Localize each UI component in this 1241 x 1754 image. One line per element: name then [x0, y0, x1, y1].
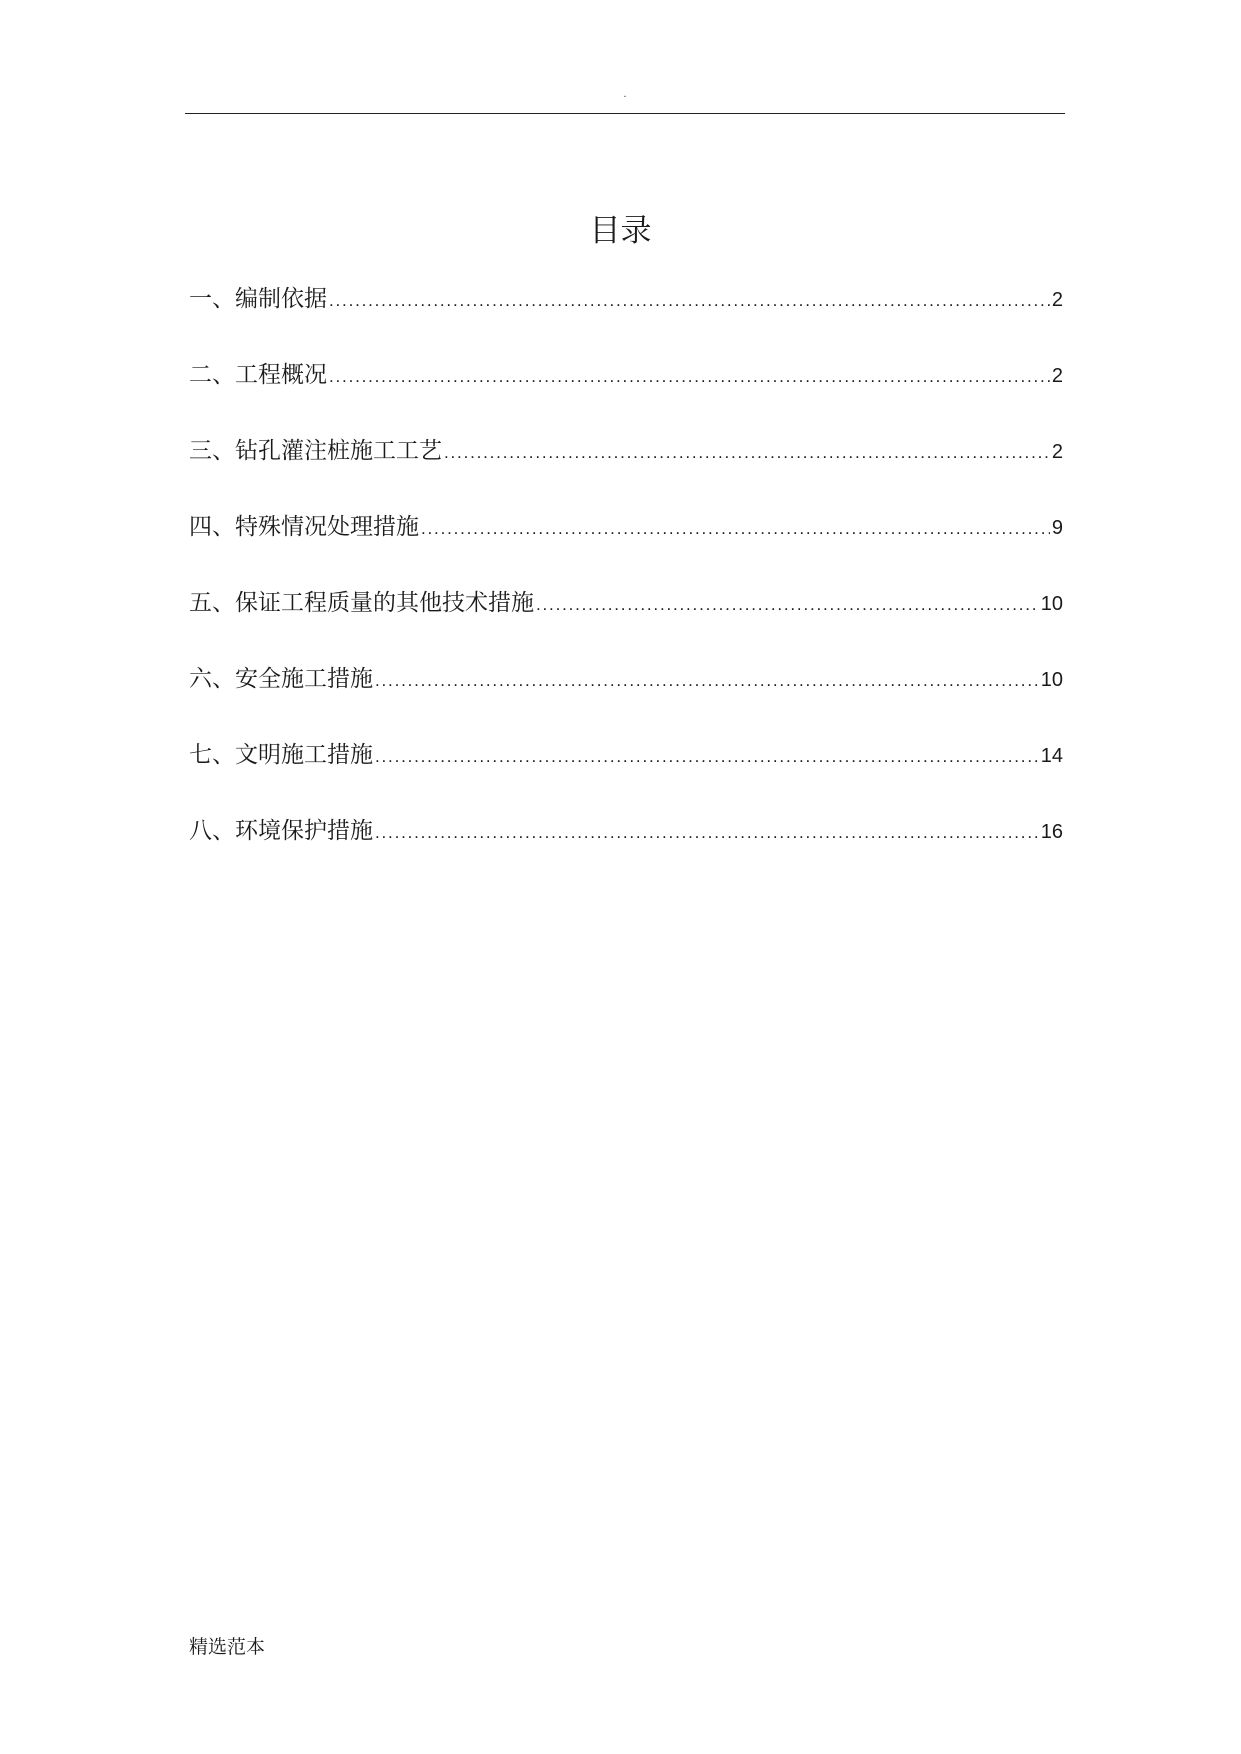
- toc-entry[interactable]: [189, 358, 1063, 434]
- toc-leader-dots: [536, 588, 1039, 622]
- page-title: 目录: [589, 213, 652, 249]
- table-of-contents: [189, 282, 1063, 890]
- page-header: [185, 88, 1065, 116]
- toc-leader-dots: [375, 740, 1039, 774]
- toc-entry[interactable]: [189, 586, 1063, 662]
- toc-entry[interactable]: [189, 662, 1063, 738]
- toc-leader-dots: [421, 512, 1050, 546]
- header-rule: [185, 113, 1065, 114]
- toc-entry-label: 二、工程概况: [189, 362, 327, 388]
- toc-entry[interactable]: [189, 814, 1063, 890]
- toc-entry-page: 10: [1040, 669, 1063, 691]
- toc-entry-page: 16: [1040, 821, 1063, 843]
- toc-entry-page: 2: [1051, 365, 1063, 387]
- toc-entry-label: 七、文明施工措施: [189, 742, 373, 768]
- toc-entry[interactable]: [189, 282, 1063, 358]
- toc-entry-label: 三、钻孔灌注桩施工工艺: [189, 438, 442, 464]
- toc-entry-page: 2: [1051, 289, 1063, 311]
- toc-entry-page: 9: [1051, 517, 1063, 539]
- toc-entry[interactable]: [189, 738, 1063, 814]
- page-footer: 精选范本: [189, 1636, 266, 1658]
- header-mark: .: [623, 89, 627, 100]
- toc-entry-page: 10: [1040, 593, 1063, 615]
- toc-entry-label: 六、安全施工措施: [189, 666, 373, 692]
- toc-entry-label: 四、特殊情况处理措施: [189, 514, 419, 540]
- toc-leader-dots: [329, 360, 1050, 394]
- toc-leader-dots: [375, 664, 1039, 698]
- toc-entry-label: 五、保证工程质量的其他技术措施: [189, 590, 534, 616]
- toc-entry-page: 14: [1040, 745, 1063, 767]
- toc-entry-label: 八、环境保护措施: [189, 818, 373, 844]
- toc-entry[interactable]: [189, 434, 1063, 510]
- toc-leader-dots: [375, 816, 1039, 850]
- toc-entry-page: 2: [1051, 441, 1063, 463]
- toc-leader-dots: [329, 284, 1050, 318]
- toc-entry-label: 一、编制依据: [189, 286, 327, 312]
- toc-leader-dots: [444, 436, 1050, 470]
- toc-entry[interactable]: [189, 510, 1063, 586]
